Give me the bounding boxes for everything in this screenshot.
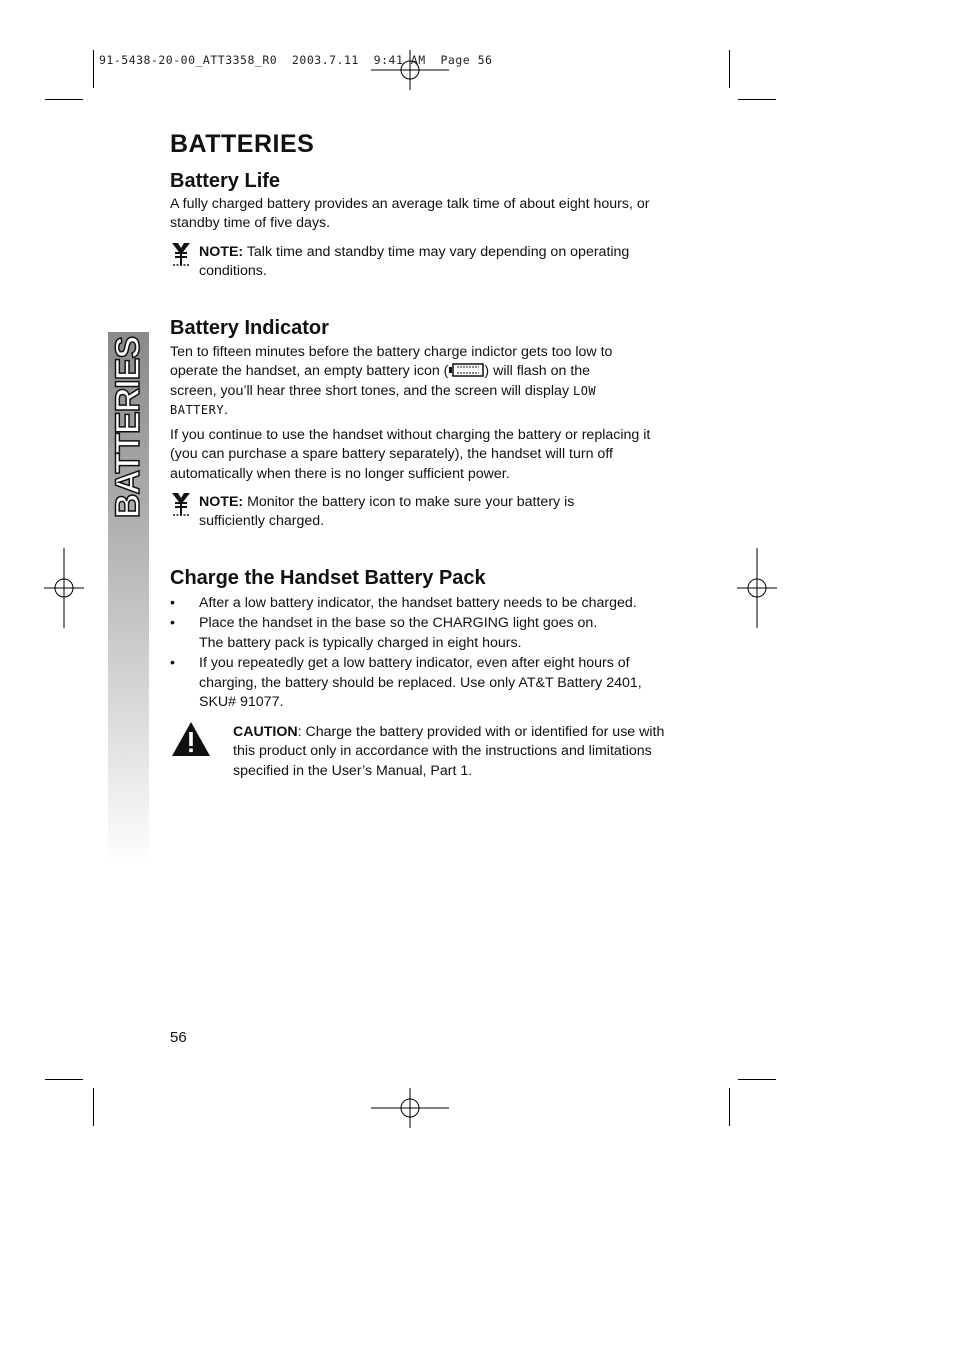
caution-label: CAUTION bbox=[233, 724, 298, 740]
side-tab bbox=[108, 332, 149, 867]
note-icon bbox=[170, 241, 192, 267]
note-icon bbox=[170, 491, 192, 517]
registration-mark-left bbox=[44, 548, 84, 628]
side-tab-label: BATTERIES bbox=[109, 336, 147, 518]
registration-mark-top bbox=[371, 50, 449, 90]
note-label: NOTE: bbox=[199, 244, 244, 260]
charge-pack-heading: Charge the Handset Battery Pack bbox=[170, 567, 486, 589]
indicator-text-part1: Ten to fifteen minutes before the battery charge indictor gets too low to operate the handset, an empty battery icon ( bbox=[170, 344, 613, 380]
note-text: Talk time and standby time may vary depending on operating conditions. bbox=[199, 244, 630, 280]
print-slug: 91-5438-20-00_ATT3358_R0 2003.7.11 9:41 AM Page 56 bbox=[99, 53, 493, 67]
caution-block bbox=[170, 723, 670, 781]
list-item: • If you repeatedly get a low battery indicator, even after eight hours of charging, the battery should be replaced. Use only AT&T Battery 2401, SKU# 91077. bbox=[170, 654, 675, 712]
note-text: Monitor the battery icon to make sure your battery is sufficiently charged. bbox=[199, 494, 575, 530]
battery-indicator-heading: Battery Indicator bbox=[170, 317, 329, 339]
battery-indicator-note bbox=[170, 493, 620, 532]
list-item: • Place the handset in the base so the CHARGING light goes on. The battery pack is typically charged in eight hours. bbox=[170, 614, 675, 653]
lcd-low-battery: LOW BATTERY bbox=[170, 383, 597, 418]
note-label: NOTE: bbox=[199, 494, 244, 510]
page-title: BATTERIES bbox=[170, 130, 315, 158]
list-item: • After a low battery indicator, the handset battery needs to be charged. bbox=[170, 594, 675, 613]
indicator-text-part2: ) will flash on the screen, you’ll hear three short tones, and the screen will display bbox=[170, 363, 591, 399]
charge-steps-list bbox=[170, 594, 675, 713]
empty-battery-icon bbox=[448, 363, 484, 377]
battery-life-note bbox=[170, 243, 660, 282]
battery-life-text: A fully charged battery provides an average talk time of about eight hours, or standby time of five days. bbox=[170, 196, 650, 232]
indicator-text-part3: . bbox=[224, 402, 229, 419]
registration-mark-bottom bbox=[371, 1088, 449, 1128]
battery-life-heading: Battery Life bbox=[170, 170, 281, 192]
registration-mark-right bbox=[737, 548, 777, 628]
battery-indicator-text bbox=[170, 343, 640, 421]
caution-text: : Charge the battery provided with or identified for use with this product only in accordance with the instructions and limitations specified in the User’s Manual, Part 1. bbox=[233, 724, 665, 779]
battery-indicator-text2: If you continue to use the handset without charging the battery or replacing it (you can purchase a spare battery separately), the handset will turn off automatically when there is no longer sufficient power. bbox=[170, 427, 651, 482]
warning-triangle-icon bbox=[170, 720, 212, 758]
page-number: 56 bbox=[170, 1029, 187, 1046]
